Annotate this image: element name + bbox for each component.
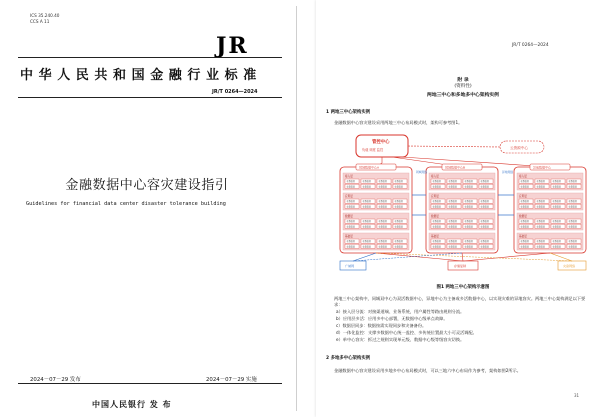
publisher: 中国人民银行 发 布 [92, 400, 172, 409]
control-center-box [356, 135, 408, 157]
data-center-c-zone_data-label: 数据层 [519, 215, 527, 218]
service-cell-label: 业务服务 [378, 245, 387, 249]
service-cell-label: 业务服务 [480, 240, 489, 244]
service-cell-label: 业务服务 [520, 245, 529, 249]
top-rule [18, 57, 282, 58]
data-center-b-zone_infra-label: 基础层 [431, 235, 439, 238]
service-cell-label: 业务服务 [480, 225, 489, 229]
service-cell-label: 业务服务 [394, 240, 403, 244]
service-cell-label: 业务服务 [552, 245, 561, 249]
service-cell-label: 业务服务 [520, 225, 529, 229]
appendix-label: 附 录 [457, 78, 469, 83]
list-item: b）应用层多活：应用多中心部署，无数据中心级单点故障。 [336, 316, 448, 321]
data-center-c-zone_infra-label: 基础层 [519, 235, 527, 238]
appendix-page [316, 0, 610, 417]
service-cell-label: 业务服务 [480, 180, 489, 184]
service-cell-label: 业务服务 [448, 200, 457, 204]
service-cell-label: 业务服务 [394, 225, 403, 229]
link-label-b: 异地网络 [502, 170, 514, 174]
service-cell-label: 业务服务 [346, 225, 355, 229]
service-cell-label: 业务服务 [552, 220, 561, 224]
service-cell-label: 业务服务 [448, 220, 457, 224]
architecture-diagram [332, 133, 594, 281]
page-divider [296, 6, 297, 411]
ics-code: ICS 35.240.40 [30, 13, 60, 18]
service-cell-label: 业务服务 [568, 225, 577, 229]
service-cell-label: 业务服务 [480, 205, 489, 209]
data-center-group [340, 164, 586, 253]
service-cell-label: 业务服务 [394, 205, 403, 209]
bottom-link-2 [376, 253, 463, 261]
service-cell-label: 业务服务 [346, 220, 355, 224]
list-item: c）数据层同步：数据按需实现同步和灾备备份。 [336, 323, 427, 328]
service-cell-label: 业务服务 [378, 240, 387, 244]
service-cell-label: 业务服务 [448, 180, 457, 184]
service-cell-label: 业务服务 [536, 180, 545, 184]
service-cell-label: 业务服务 [362, 180, 371, 184]
service-cell-label: 业务服务 [464, 185, 473, 189]
appendix-type: (资料性) [454, 84, 472, 89]
bottom-label-right: 灾备网络 [563, 264, 576, 268]
link-label-a: 同城网络 [416, 170, 428, 174]
service-cell-label: 业务服务 [464, 225, 473, 229]
service-cell-label: 业务服务 [520, 180, 529, 184]
service-cell-label: 业务服务 [520, 185, 529, 189]
service-cell-label: 业务服务 [432, 225, 441, 229]
service-cell-label: 业务服务 [362, 205, 371, 209]
standard-code: JR/T 0264—2024 [212, 89, 258, 95]
standard-category: 中华人民共和国金融行业标准 [20, 68, 262, 83]
implementation-date: 2024－07－29 实施 [206, 377, 257, 383]
page-number: 31 [574, 393, 580, 398]
service-cell-label: 业务服务 [362, 220, 371, 224]
cloud-center-label: 云资源中心 [510, 146, 528, 150]
data-center-c-zone_app-label: 应用层 [519, 195, 527, 198]
control-cloud-link [408, 146, 500, 147]
service-cell-label: 业务服务 [394, 245, 403, 249]
service-cell-label: 业务服务 [568, 180, 577, 184]
service-cell-label: 业务服务 [394, 200, 403, 204]
service-cell-label: 业务服务 [448, 185, 457, 189]
data-center-a-zone_access-label: 接入层 [345, 175, 353, 178]
footer-rule [18, 383, 282, 384]
service-cell-label: 业务服务 [520, 205, 529, 209]
list-item: a）接入层分流：对接渠道端、业务系统，用户属性等路由规则分流。 [336, 309, 465, 314]
appendix-title: 两地三中心和多地多中心架构实例 [427, 93, 499, 98]
data-center-b-label: 同城数据中心B [445, 165, 466, 170]
paragraph-2: 两地三中心架构中，同城双中心为双活数据中心，异地中心为主备或多活数据中心，以实现灾难的异地容灾。两地三中心架构满足以下要求： [334, 296, 586, 308]
service-cell-label: 业务服务 [552, 240, 561, 244]
service-cell-label: 业务服务 [464, 220, 473, 224]
service-cell-label: 业务服务 [432, 205, 441, 209]
service-cell-label: 业务服务 [432, 240, 441, 244]
service-cell-label: 业务服务 [520, 240, 529, 244]
data-center-b-zone_access-label: 接入层 [431, 175, 439, 178]
service-cell-label: 业务服务 [536, 185, 545, 189]
service-cell-label: 业务服务 [480, 185, 489, 189]
bottom-label-mid: 存储复制 [454, 264, 467, 268]
service-cell-label: 业务服务 [432, 220, 441, 224]
running-header-code: JR/T 0264—2024 [512, 43, 549, 48]
service-cell-label: 业务服务 [448, 240, 457, 244]
service-cell-label: 业务服务 [480, 200, 489, 204]
bottom-link-3 [462, 253, 463, 261]
bottom-link-5 [550, 253, 572, 261]
service-cell-label: 业务服务 [520, 200, 529, 204]
document-title: 金融数据中心容灾建设指引 [65, 178, 229, 193]
service-cell-label: 业务服务 [568, 240, 577, 244]
english-title: Guidelines for financial data center disaster tolerance building [26, 201, 226, 207]
service-cell-label: 业务服务 [520, 220, 529, 224]
service-cell-label: 业务服务 [346, 245, 355, 249]
service-cell-label: 业务服务 [464, 245, 473, 249]
service-cell-label: 业务服务 [346, 180, 355, 184]
service-cell-label: 业务服务 [362, 225, 371, 229]
list-item: d）一体化监控：支撑多数据中心统一监控、多传统位置最大小可灵活调配。 [336, 330, 477, 335]
data-center-c-zone_access-label: 接入层 [519, 175, 527, 178]
service-cell-label: 业务服务 [378, 180, 387, 184]
service-cell-label: 业务服务 [362, 245, 371, 249]
data-center-b-zone_data-label: 数据层 [431, 215, 439, 218]
service-cell-label: 业务服务 [464, 240, 473, 244]
service-cell-label: 业务服务 [552, 200, 561, 204]
paragraph-1: 金融数据中心容灾建设采用两地三中心布局模式时，架构可参考图1。 [334, 120, 463, 125]
ccs-code: CCS A 11 [30, 19, 50, 24]
service-cell-label: 业务服务 [432, 200, 441, 204]
bottom-label-left: 广域网 [345, 264, 355, 268]
service-cell-label: 业务服务 [480, 220, 489, 224]
service-cell-label: 业务服务 [568, 205, 577, 209]
service-cell-label: 业务服务 [568, 185, 577, 189]
service-cell-label: 业务服务 [378, 225, 387, 229]
paragraph-3: 金融数据中心容灾建设采用多地多中心布局模式时，可以三地六中心布局作为参考，架构如图2所示。 [334, 368, 521, 373]
service-cell-label: 业务服务 [448, 205, 457, 209]
section-heading-1: 1 两地三中心架构实例 [326, 110, 371, 115]
service-cell-label: 业务服务 [536, 200, 545, 204]
service-cell-label: 业务服务 [536, 225, 545, 229]
service-cell-label: 业务服务 [346, 205, 355, 209]
service-cell-label: 业务服务 [378, 220, 387, 224]
service-cell-label: 业务服务 [394, 180, 403, 184]
service-cell-label: 业务服务 [552, 185, 561, 189]
service-cell-label: 业务服务 [432, 180, 441, 184]
service-cell-label: 业务服务 [362, 185, 371, 189]
jr-logo: JR [216, 33, 249, 59]
service-cell-label: 业务服务 [432, 245, 441, 249]
data-center-c-label: 异地数据中心 [533, 165, 552, 170]
service-cell-label: 业务服务 [362, 200, 371, 204]
data-center-a-label: 同城数据中心A [359, 165, 380, 170]
list-item: e）单中心容灾：拆过之规则实现单元级、数据中心级等级容灾切换。 [336, 337, 465, 342]
control-center-label: 管控中心 [372, 140, 390, 145]
service-cell-label: 业务服务 [448, 245, 457, 249]
service-cell-label: 业务服务 [378, 200, 387, 204]
service-cell-label: 业务服务 [568, 200, 577, 204]
service-cell-label: 业务服务 [568, 220, 577, 224]
data-center-a-zone_infra-label: 基础层 [345, 235, 353, 238]
service-cell-label: 业务服务 [378, 185, 387, 189]
service-cell-label: 业务服务 [464, 205, 473, 209]
service-cell-label: 业务服务 [346, 240, 355, 244]
service-cell-label: 业务服务 [536, 205, 545, 209]
issue-date: 2024－07－29 发布 [30, 377, 81, 383]
service-cell-label: 业务服务 [346, 185, 355, 189]
service-cell-label: 业务服务 [464, 180, 473, 184]
service-cell-label: 业务服务 [378, 205, 387, 209]
service-cell-label: 业务服务 [464, 200, 473, 204]
service-cell-label: 业务服务 [568, 245, 577, 249]
header-rule [18, 97, 282, 98]
service-cell-label: 业务服务 [552, 180, 561, 184]
service-cell-label: 业务服务 [536, 245, 545, 249]
service-cell-label: 业务服务 [480, 245, 489, 249]
control-center-sublabel: 负载 调度 监控 [362, 148, 384, 152]
service-cell-label: 业务服务 [552, 205, 561, 209]
page-gutter [294, 0, 314, 417]
service-cell-label: 业务服务 [448, 225, 457, 229]
section-heading-2: 2 多地多中心架构实例 [326, 356, 371, 361]
data-center-b-zone_app-label: 应用层 [431, 195, 439, 198]
data-center-a-zone_data-label: 数据层 [345, 215, 353, 218]
bottom-link-1 [353, 253, 376, 261]
service-cell-label: 业务服务 [536, 220, 545, 224]
service-cell-label: 业务服务 [536, 240, 545, 244]
cover-page [0, 0, 294, 417]
service-cell-label: 业务服务 [346, 200, 355, 204]
figure-caption: 图1 两地三中心架构示意图 [436, 285, 490, 290]
service-cell-label: 业务服务 [394, 220, 403, 224]
service-cell-label: 业务服务 [362, 240, 371, 244]
data-center-a-zone_app-label: 应用层 [345, 195, 353, 198]
service-cell-label: 业务服务 [552, 225, 561, 229]
service-cell-label: 业务服务 [432, 185, 441, 189]
service-cell-label: 业务服务 [394, 185, 403, 189]
